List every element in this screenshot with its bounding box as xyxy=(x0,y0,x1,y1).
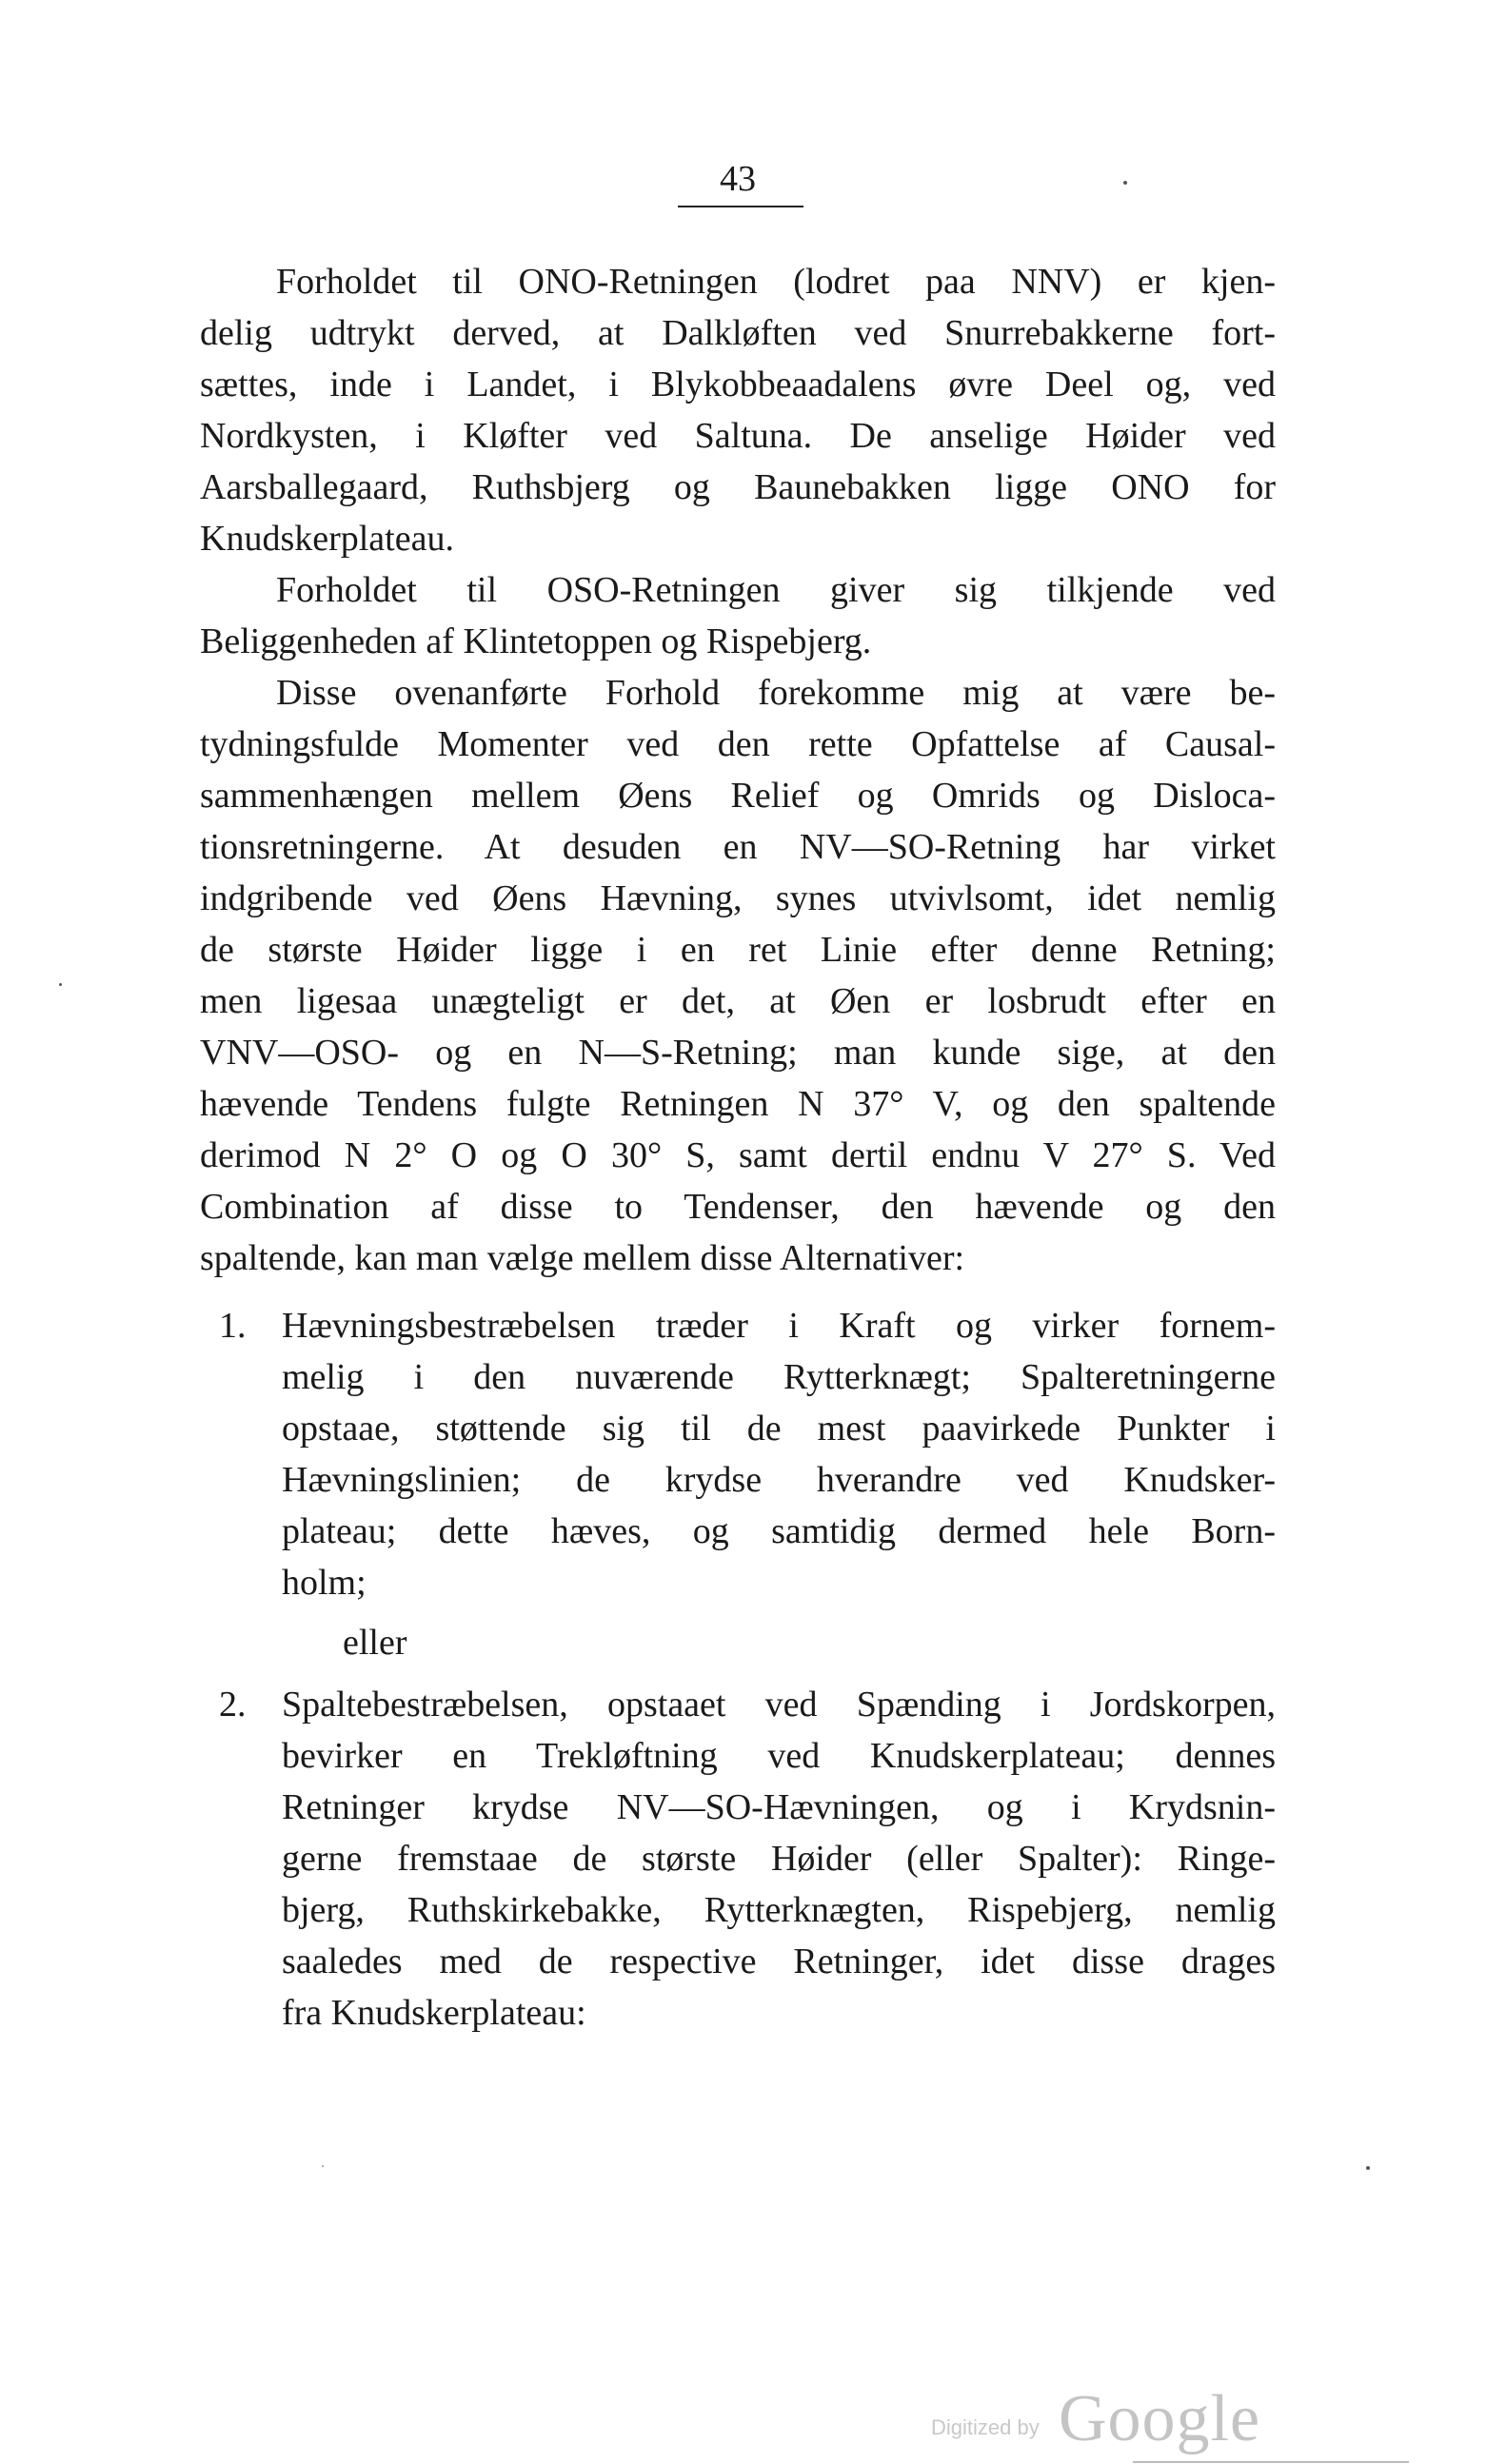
text-line: Hævningsbestræbelsen træder i Kraft og virker fornem- xyxy=(282,1306,1276,1346)
list-item-number: 1. xyxy=(219,1306,247,1346)
text-line: Beliggenheden af Klintetoppen og Rispebjerg. xyxy=(200,621,872,661)
scan-speck xyxy=(1366,2166,1370,2170)
text-line: bjerg, Ruthskirkebakke, Rytterknægten, Rispebjerg, nemlig xyxy=(282,1890,1276,1930)
scan-speck xyxy=(1123,181,1127,185)
text-line: Spaltebestræbelsen, opstaaet ved Spænding i Jordskorpen, xyxy=(282,1685,1276,1725)
text-line: de største Høider ligge i en ret Linie efter denne Retning; xyxy=(200,930,1276,970)
text-line: opstaae, støttende sig til de mest paavirkede Punkter i xyxy=(282,1409,1276,1449)
text-line: gerne fremstaae de største Høider (eller Spalter): Ringe- xyxy=(282,1839,1276,1879)
text-line: Knudskerplateau. xyxy=(200,519,454,559)
text-line: plateau; dette hæves, og samtidig dermed hele Born- xyxy=(282,1511,1276,1551)
text-line: sættes, inde i Landet, i Blykobbeaadalens øvre Deel og, ved xyxy=(200,365,1276,404)
text-line: Disse ovenanførte Forhold forekomme mig at være be- xyxy=(276,673,1276,713)
text-line: Nordkysten, i Kløfter ved Saltuna. De anselige Høider ved xyxy=(200,416,1276,456)
separator-word: eller xyxy=(343,1623,407,1663)
text-line: derimod N 2° O og O 30° S, samt dertil endnu V 27° S. Ved xyxy=(200,1135,1276,1175)
list-item-number: 2. xyxy=(219,1685,247,1725)
text-line: sammenhængen mellem Øens Relief og Omrids og Disloca- xyxy=(200,776,1276,816)
text-line: spaltende, kan man vælge mellem disse Alternativer: xyxy=(200,1238,965,1278)
text-line: Forholdet til ONO-Retningen (lodret paa NNV) er kjen- xyxy=(276,262,1276,302)
text-line: Hævningslinien; de krydse hverandre ved Knudsker- xyxy=(282,1460,1276,1500)
watermark-rule xyxy=(1133,2461,1409,2463)
scan-speck xyxy=(322,2165,324,2167)
text-line: Retninger krydse NV—SO-Hævningen, og i Krydsnin- xyxy=(282,1787,1276,1827)
text-line: bevirker en Trekløftning ved Knudskerplateau; dennes xyxy=(282,1736,1276,1776)
page-number-rule xyxy=(678,206,803,207)
text-line: melig i den nuværende Rytterknægt; Spalteretningerne xyxy=(282,1357,1276,1397)
text-line: VNV—OSO- og en N—S-Retning; man kunde sige, at den xyxy=(200,1033,1276,1073)
page-number: 43 xyxy=(720,159,756,199)
text-line: Forholdet til OSO-Retningen giver sig tilkjende ved xyxy=(276,570,1276,610)
text-line: holm; xyxy=(282,1563,367,1603)
text-line: tydningsfulde Momenter ved den rette Opfattelse af Causal- xyxy=(200,724,1276,764)
text-line: Combination af disse to Tendenser, den hævende og den xyxy=(200,1187,1276,1227)
text-line: hævende Tendens fulgte Retningen N 37° V, og den spaltende xyxy=(200,1084,1276,1124)
text-line: Aarsballegaard, Ruthsbjerg og Baunebakken ligge ONO for xyxy=(200,467,1276,507)
scan-speck xyxy=(59,983,62,986)
text-line: tionsretningerne. At desuden en NV—SO-Retning har virket xyxy=(200,827,1276,867)
text-line: men ligesaa unægteligt er det, at Øen er losbrudt efter en xyxy=(200,981,1276,1021)
google-logo: Google xyxy=(1059,2382,1261,2455)
text-line: indgribende ved Øens Hævning, synes utvivlsomt, idet nemlig xyxy=(200,878,1276,918)
digitized-by-label: Digitized by xyxy=(931,2415,1040,2439)
text-line: fra Knudskerplateau: xyxy=(282,1993,586,2033)
text-line: saaledes med de respective Retninger, idet disse drages xyxy=(282,1942,1276,1981)
text-line: delig udtrykt derved, at Dalkløften ved Snurrebakkerne fort- xyxy=(200,313,1276,353)
